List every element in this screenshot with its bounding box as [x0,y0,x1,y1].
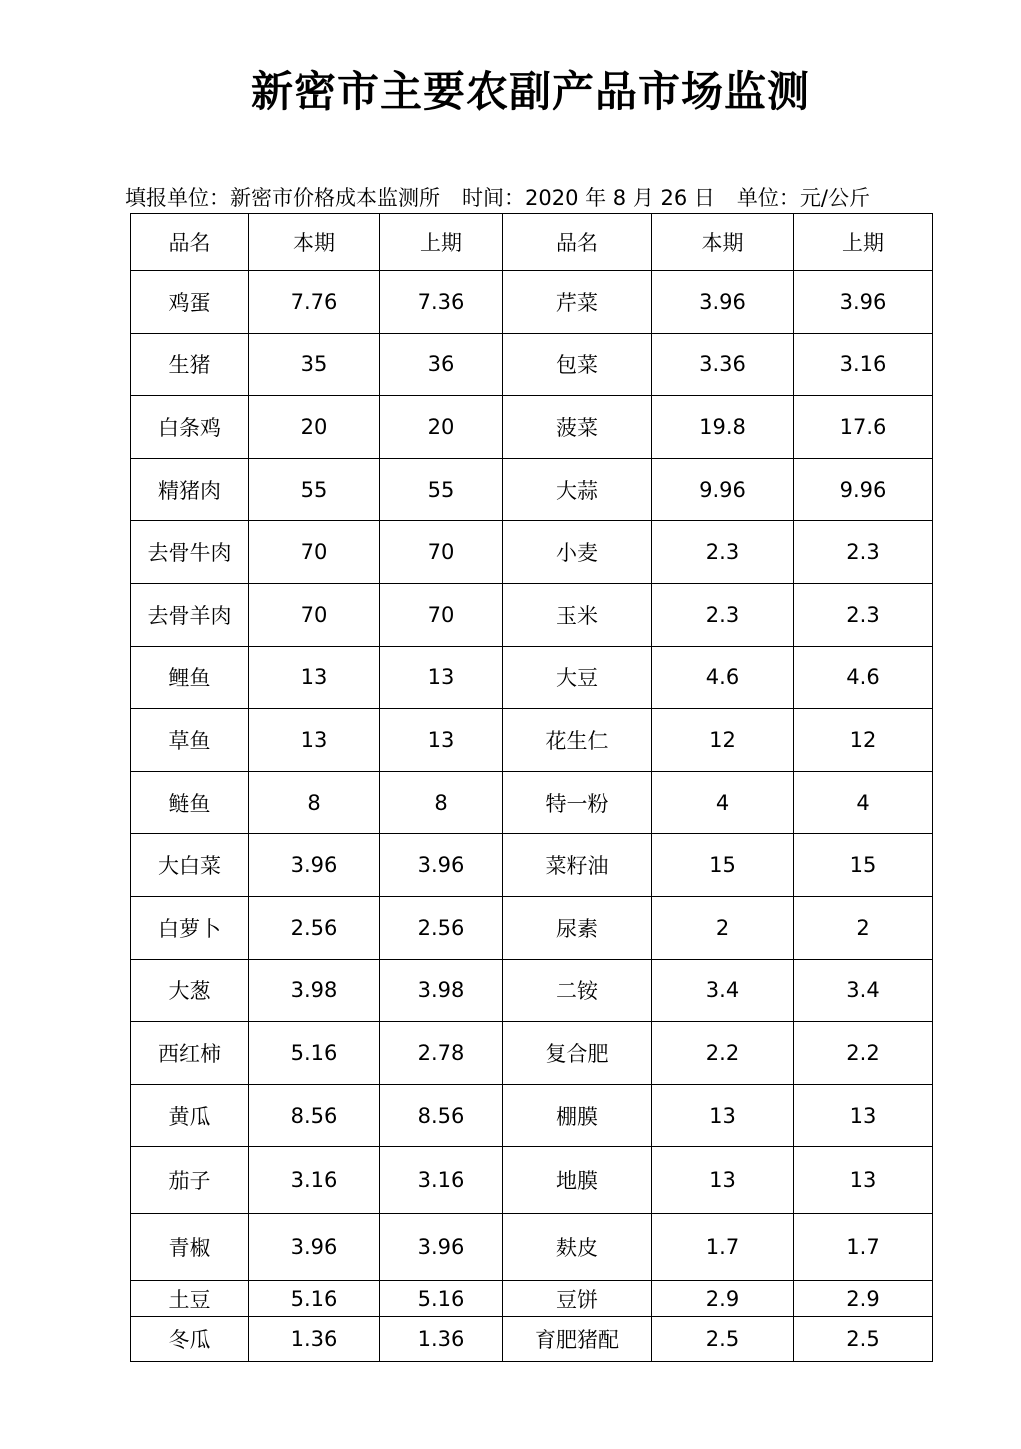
product-name-cell: 包菜 [503,333,652,396]
product-name-cell: 草鱼 [131,709,249,772]
table-header-row [131,214,933,271]
previous-price-cell: 2.56 [380,896,503,959]
product-name-cell: 地膜 [503,1147,652,1214]
product-name-cell: 土豆 [131,1281,249,1317]
header-previous-period: 上期 [380,214,503,271]
current-price-cell: 13 [249,646,380,709]
previous-price-cell: 8 [380,771,503,834]
current-price-cell: 15 [652,834,794,897]
current-price-cell: 3.98 [249,959,380,1022]
product-name-cell: 生猪 [131,333,249,396]
table-row [131,646,933,709]
current-price-cell: 3.16 [249,1147,380,1214]
product-name-cell: 白萝卜 [131,896,249,959]
previous-price-cell: 8.56 [380,1084,503,1147]
previous-price-cell: 1.36 [380,1317,503,1362]
previous-price-cell: 2.2 [794,1022,933,1085]
current-price-cell: 55 [249,458,380,521]
product-name-cell: 鲢鱼 [131,771,249,834]
previous-price-cell: 2.9 [794,1281,933,1317]
product-name-cell: 茄子 [131,1147,249,1214]
product-name-cell: 豆饼 [503,1281,652,1317]
reporting-unit: 填报单位：新密市价格成本监测所 [125,186,440,210]
previous-price-cell: 3.96 [380,1214,503,1281]
current-price-cell: 9.96 [652,458,794,521]
current-price-cell: 7.76 [249,271,380,334]
current-price-cell: 70 [249,583,380,646]
previous-price-cell: 70 [380,583,503,646]
table-row [131,458,933,521]
page-title: 新密市主要农副产品市场监测 [250,67,810,116]
product-name-cell: 菠菜 [503,396,652,459]
previous-price-cell: 20 [380,396,503,459]
product-name-cell: 特一粉 [503,771,652,834]
current-price-cell: 4 [652,771,794,834]
current-price-cell: 2.56 [249,896,380,959]
product-name-cell: 大豆 [503,646,652,709]
previous-price-cell: 13 [794,1084,933,1147]
current-price-cell: 3.4 [652,959,794,1022]
product-name-cell: 芹菜 [503,271,652,334]
product-name-cell: 二铵 [503,959,652,1022]
current-price-cell: 1.7 [652,1214,794,1281]
product-name-cell: 玉米 [503,583,652,646]
product-name-cell: 去骨羊肉 [131,583,249,646]
current-price-cell: 2.3 [652,583,794,646]
table-row [131,1084,933,1147]
header-current-period: 本期 [249,214,380,271]
table-row [131,834,933,897]
previous-price-cell: 4.6 [794,646,933,709]
table-row [131,959,933,1022]
product-name-cell: 冬瓜 [131,1317,249,1362]
previous-price-cell: 2.3 [794,521,933,584]
previous-price-cell: 2.78 [380,1022,503,1085]
table-row [131,771,933,834]
table-row [131,396,933,459]
previous-price-cell: 5.16 [380,1281,503,1317]
previous-price-cell: 13 [380,709,503,772]
previous-price-cell: 3.4 [794,959,933,1022]
table-row [131,521,933,584]
previous-price-cell: 2.5 [794,1317,933,1362]
previous-price-cell: 3.96 [380,834,503,897]
product-name-cell: 复合肥 [503,1022,652,1085]
table-row [131,271,933,334]
header-product-name: 品名 [131,214,249,271]
current-price-cell: 12 [652,709,794,772]
current-price-cell: 5.16 [249,1022,380,1085]
current-price-cell: 8 [249,771,380,834]
report-meta [125,182,935,214]
current-price-cell: 35 [249,333,380,396]
header-previous-period: 上期 [794,214,933,271]
current-price-cell: 3.96 [652,271,794,334]
table-row [131,333,933,396]
current-price-cell: 3.96 [249,1214,380,1281]
table-row [131,1281,933,1317]
previous-price-cell: 3.16 [380,1147,503,1214]
current-price-cell: 1.36 [249,1317,380,1362]
product-name-cell: 去骨牛肉 [131,521,249,584]
product-name-cell: 鲤鱼 [131,646,249,709]
product-name-cell: 小麦 [503,521,652,584]
table-row [131,1022,933,1085]
price-table [130,213,933,1362]
table-row [131,583,933,646]
previous-price-cell: 1.7 [794,1214,933,1281]
product-name-cell: 尿素 [503,896,652,959]
current-price-cell: 2.9 [652,1281,794,1317]
current-price-cell: 2.2 [652,1022,794,1085]
product-name-cell: 棚膜 [503,1084,652,1147]
product-name-cell: 大葱 [131,959,249,1022]
current-price-cell: 2 [652,896,794,959]
product-name-cell: 大白菜 [131,834,249,897]
product-name-cell: 白条鸡 [131,396,249,459]
table-body [131,271,933,1362]
product-name-cell: 麸皮 [503,1214,652,1281]
previous-price-cell: 9.96 [794,458,933,521]
previous-price-cell: 13 [794,1147,933,1214]
current-price-cell: 70 [249,521,380,584]
current-price-cell: 3.96 [249,834,380,897]
current-price-cell: 5.16 [249,1281,380,1317]
current-price-cell: 20 [249,396,380,459]
product-name-cell: 精猪肉 [131,458,249,521]
current-price-cell: 2.3 [652,521,794,584]
table-row [131,1147,933,1214]
previous-price-cell: 7.36 [380,271,503,334]
header-current-period: 本期 [652,214,794,271]
current-price-cell: 4.6 [652,646,794,709]
product-name-cell: 大蒜 [503,458,652,521]
product-name-cell: 菜籽油 [503,834,652,897]
current-price-cell: 8.56 [249,1084,380,1147]
previous-price-cell: 13 [380,646,503,709]
previous-price-cell: 15 [794,834,933,897]
table-row [131,709,933,772]
current-price-cell: 3.36 [652,333,794,396]
current-price-cell: 13 [652,1147,794,1214]
previous-price-cell: 3.98 [380,959,503,1022]
current-price-cell: 13 [249,709,380,772]
previous-price-cell: 2.3 [794,583,933,646]
header-product-name: 品名 [503,214,652,271]
previous-price-cell: 36 [380,333,503,396]
previous-price-cell: 12 [794,709,933,772]
product-name-cell: 鸡蛋 [131,271,249,334]
previous-price-cell: 3.96 [794,271,933,334]
price-unit: 单位：元/公斤 [736,186,870,210]
previous-price-cell: 70 [380,521,503,584]
table-row [131,1214,933,1281]
current-price-cell: 2.5 [652,1317,794,1362]
previous-price-cell: 17.6 [794,396,933,459]
current-price-cell: 13 [652,1084,794,1147]
product-name-cell: 西红柿 [131,1022,249,1085]
table-row [131,1317,933,1362]
previous-price-cell: 2 [794,896,933,959]
report-date: 时间：2020 年 8 月 26 日 [462,186,715,210]
current-price-cell: 19.8 [652,396,794,459]
previous-price-cell: 55 [380,458,503,521]
product-name-cell: 花生仁 [503,709,652,772]
product-name-cell: 育肥猪配 [503,1317,652,1362]
product-name-cell: 青椒 [131,1214,249,1281]
previous-price-cell: 4 [794,771,933,834]
product-name-cell: 黄瓜 [131,1084,249,1147]
table-row [131,896,933,959]
previous-price-cell: 3.16 [794,333,933,396]
